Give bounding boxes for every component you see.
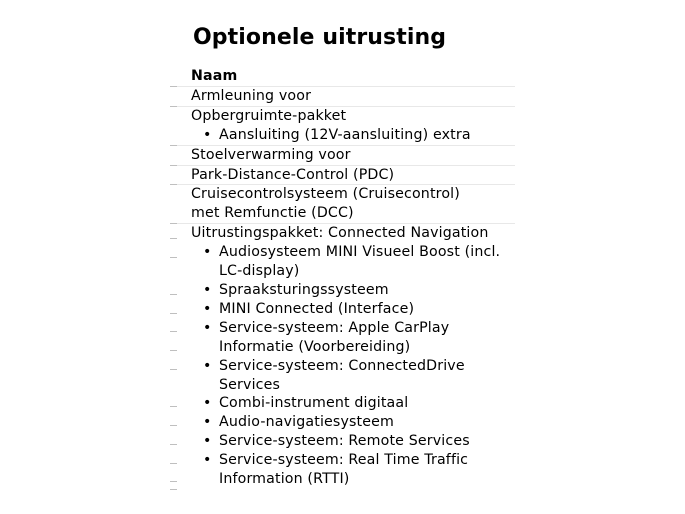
list-item-label: MINI Connected (Interface) (219, 300, 415, 317)
row-divider-tick (170, 425, 177, 426)
list-item-label: Audio-navigatiesysteem (219, 414, 394, 431)
list-item-label: Service-systeem: Remote Services (219, 433, 470, 450)
bullet-icon: • (203, 319, 212, 336)
list-item (170, 243, 515, 281)
list-item (170, 432, 515, 451)
row-divider-tick (170, 463, 177, 464)
bullet-icon: • (203, 452, 212, 469)
list-item-label: Spraaksturingssysteem (219, 281, 389, 298)
row-divider-tick (170, 331, 177, 332)
option-sublist (170, 126, 515, 145)
bullet-icon: • (203, 126, 212, 143)
row-divider-tick (170, 350, 177, 351)
list-item (170, 300, 515, 319)
page-title: Optionele uitrusting (193, 25, 447, 50)
row-divider-tick (170, 238, 177, 239)
column-header-naam: Naam (191, 68, 238, 84)
bullet-icon: • (203, 244, 212, 261)
table-header (170, 67, 515, 87)
list-item (170, 319, 515, 357)
list-item (170, 413, 515, 432)
option-name: Park-Distance-Control (PDC) (191, 166, 395, 183)
bullet-icon: • (203, 433, 212, 450)
list-item (170, 126, 515, 145)
table-row (170, 87, 515, 107)
list-item-label: Service-systeem: Real Time Traffic Information (RTTI) (219, 452, 469, 488)
row-divider-tick (170, 406, 177, 407)
bullet-icon: • (203, 395, 212, 412)
list-item-label: Audiosysteem MINI Visueel Boost (incl. LC-display) (219, 244, 501, 280)
bullet-icon: • (203, 357, 212, 374)
row-divider-tick (170, 444, 177, 445)
bullet-icon: • (203, 414, 212, 431)
bullet-icon: • (203, 281, 212, 298)
option-name: Opbergruimte-pakket (191, 107, 347, 124)
option-name: Stoelverwarming voor (191, 146, 351, 163)
list-item (170, 357, 515, 395)
list-item (170, 281, 515, 300)
list-item-label: Service-systeem: Apple CarPlay Informatie (Voorbereiding) (219, 319, 450, 355)
table-row (170, 185, 515, 224)
list-item-label: Aansluiting (12V-aansluiting) extra (219, 126, 471, 143)
bullet-icon: • (203, 300, 212, 317)
table-row (170, 166, 515, 186)
option-name: Armleuning voor (191, 87, 312, 104)
options-table (170, 67, 515, 489)
table-row (170, 146, 515, 166)
option-name: Cruisecontrolsysteem (Cruisecontrol) met Remfunctie (DCC) (191, 186, 460, 222)
table-row (170, 224, 515, 489)
list-item (170, 451, 515, 489)
list-item-label: Service-systeem: ConnectedDrive Services (219, 357, 465, 393)
option-sublist (170, 243, 515, 489)
list-item (170, 394, 515, 413)
row-divider-tick (170, 257, 177, 258)
row-divider-tick (170, 294, 177, 295)
option-name: Uitrustingspakket: Connected Navigation (191, 225, 489, 242)
list-item-label: Combi-instrument digitaal (219, 395, 409, 412)
row-divider-tick (170, 313, 177, 314)
row-divider-tick (170, 481, 177, 482)
row-divider-tick (170, 369, 177, 370)
table-row (170, 107, 515, 146)
